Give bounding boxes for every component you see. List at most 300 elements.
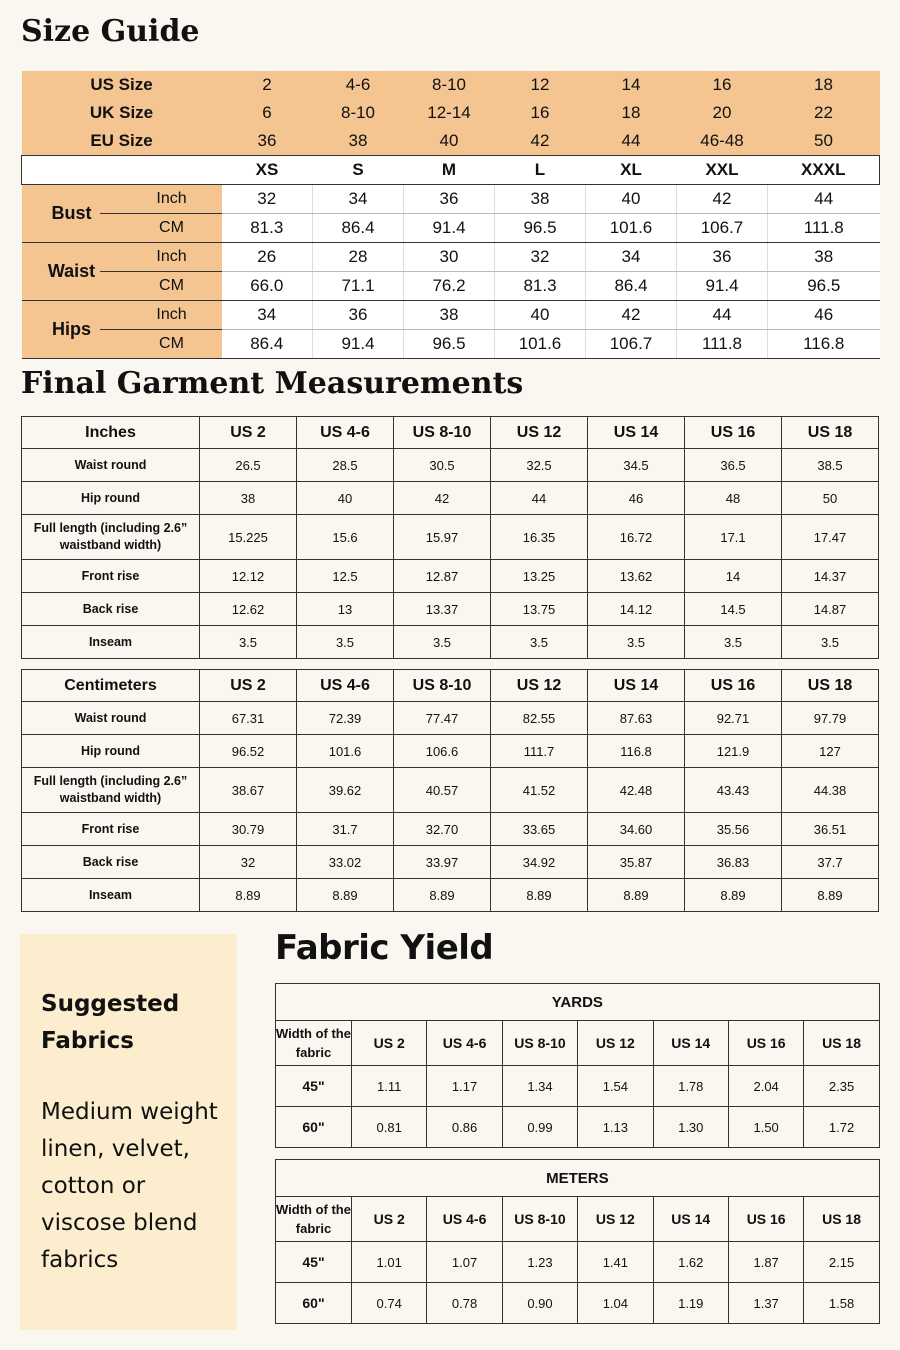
garment-cell: 12.12 <box>200 560 297 593</box>
measure-cell: 116.8 <box>768 330 880 359</box>
measure-cell: 91.4 <box>677 272 768 301</box>
garment-cell: 101.6 <box>297 735 394 768</box>
letter-size-row <box>22 156 880 185</box>
measure-group-label: Bust <box>51 203 92 223</box>
garment-header-row <box>22 670 879 702</box>
size-cell: 8-10 <box>404 71 495 99</box>
garment-centimeters-table <box>21 669 879 912</box>
yield-cell: 0.74 <box>352 1283 427 1324</box>
garment-cell: 37.7 <box>782 846 879 879</box>
yield-row-label: 60" <box>276 1107 352 1148</box>
garment-cell: 8.89 <box>782 879 879 912</box>
garment-cell: 15.6 <box>297 515 394 560</box>
letter-size-cell: XL <box>586 156 677 185</box>
yield-size-heading: US 16 <box>728 1021 803 1066</box>
yield-cell: 1.58 <box>804 1283 879 1324</box>
garment-cell: 14.87 <box>782 593 879 626</box>
garment-row-label: Hip round <box>22 482 200 515</box>
garment-size-heading: US 2 <box>200 417 297 449</box>
garment-cell: 42.48 <box>588 768 685 813</box>
garment-cell: 35.56 <box>685 813 782 846</box>
measure-cell: 30 <box>404 243 495 272</box>
garment-cell: 14.12 <box>588 593 685 626</box>
garment-cell: 41.52 <box>491 768 588 813</box>
garment-size-heading: US 18 <box>782 417 879 449</box>
yield-cell: 2.04 <box>728 1066 803 1107</box>
garment-unit-heading: Centimeters <box>22 670 200 702</box>
size-row-uk <box>22 99 880 127</box>
yield-size-heading: US 2 <box>352 1021 427 1066</box>
measure-row-inch <box>22 243 880 272</box>
yield-size-heading: US 12 <box>578 1197 653 1242</box>
size-cell: 14 <box>586 71 677 99</box>
garment-cell: 48 <box>685 482 782 515</box>
yield-cell: 0.78 <box>427 1283 502 1324</box>
garment-cell: 38.5 <box>782 449 879 482</box>
yield-cell: 1.07 <box>427 1242 502 1283</box>
garment-cell: 33.97 <box>394 846 491 879</box>
measure-cell: 28 <box>313 243 404 272</box>
yield-row <box>276 1066 880 1107</box>
yield-cell: 0.99 <box>502 1107 577 1148</box>
garment-cell: 97.79 <box>782 702 879 735</box>
garment-row <box>22 768 879 813</box>
garment-cell: 36.83 <box>685 846 782 879</box>
garment-cell: 34.60 <box>588 813 685 846</box>
garment-cell: 36.5 <box>685 449 782 482</box>
garment-cell: 111.7 <box>491 735 588 768</box>
measure-cell: 101.6 <box>586 214 677 243</box>
garment-row <box>22 515 879 560</box>
garment-cell: 14 <box>685 560 782 593</box>
garment-cell: 30.5 <box>394 449 491 482</box>
garment-size-heading: US 14 <box>588 417 685 449</box>
measure-cell: 71.1 <box>313 272 404 301</box>
size-cell: 40 <box>404 127 495 156</box>
yield-row-label: 60" <box>276 1283 352 1324</box>
measure-cell: 111.8 <box>768 214 880 243</box>
measure-group-name-box <box>22 243 122 300</box>
unit-label-cm: CM <box>159 277 184 294</box>
size-cell: 20 <box>677 99 768 127</box>
garment-cell: 3.5 <box>394 626 491 659</box>
garment-cell: 16.35 <box>491 515 588 560</box>
garment-cell: 50 <box>782 482 879 515</box>
measure-cell: 38 <box>495 185 586 214</box>
garment-row <box>22 879 879 912</box>
garment-cell: 32 <box>200 846 297 879</box>
measure-group <box>22 185 222 243</box>
yield-row-label: 45" <box>276 1242 352 1283</box>
measure-cell: 42 <box>677 185 768 214</box>
garment-cell: 3.5 <box>685 626 782 659</box>
garment-size-heading: US 12 <box>491 417 588 449</box>
yield-cell: 1.78 <box>653 1066 728 1107</box>
size-row-us <box>22 71 880 99</box>
size-cell: 16 <box>495 99 586 127</box>
garment-size-heading: US 8-10 <box>394 670 491 702</box>
size-cell: 44 <box>586 127 677 156</box>
yield-caption: YARDS <box>276 984 880 1021</box>
garment-cell: 17.1 <box>685 515 782 560</box>
measure-cell: 81.3 <box>495 272 586 301</box>
garment-cell: 17.47 <box>782 515 879 560</box>
measure-cell: 66.0 <box>222 272 313 301</box>
measure-group-wrap <box>22 243 222 300</box>
garment-row-label: Hip round <box>22 735 200 768</box>
garment-cell: 121.9 <box>685 735 782 768</box>
measure-cell: 44 <box>677 301 768 330</box>
measure-cell: 81.3 <box>222 214 313 243</box>
yield-cell: 1.17 <box>427 1066 502 1107</box>
yield-row <box>276 1107 880 1148</box>
yield-cell: 0.86 <box>427 1107 502 1148</box>
yield-cell: 1.87 <box>728 1242 803 1283</box>
garment-cell: 43.43 <box>685 768 782 813</box>
yield-size-heading: US 2 <box>352 1197 427 1242</box>
yield-size-heading: US 4-6 <box>427 1021 502 1066</box>
garment-row-label: Inseam <box>22 879 200 912</box>
measure-cell: 91.4 <box>404 214 495 243</box>
garment-row-label: Front rise <box>22 813 200 846</box>
yield-cell: 1.37 <box>728 1283 803 1324</box>
garment-cell: 3.5 <box>200 626 297 659</box>
garment-cell: 36.51 <box>782 813 879 846</box>
garment-cell: 28.5 <box>297 449 394 482</box>
garment-cell: 34.5 <box>588 449 685 482</box>
garment-cell: 39.62 <box>297 768 394 813</box>
size-cell: 46-48 <box>677 127 768 156</box>
letter-size-cell: XS <box>222 156 313 185</box>
yield-cell: 1.54 <box>578 1066 653 1107</box>
letter-size-cell: L <box>495 156 586 185</box>
garment-row <box>22 813 879 846</box>
garment-cell: 12.62 <box>200 593 297 626</box>
measure-group-wrap <box>22 185 222 242</box>
measure-group <box>22 243 222 301</box>
garment-cell: 40 <box>297 482 394 515</box>
yield-size-heading: US 12 <box>578 1021 653 1066</box>
size-cell: 42 <box>495 127 586 156</box>
measure-cell: 91.4 <box>313 330 404 359</box>
yield-cell: 2.35 <box>804 1066 879 1107</box>
measure-cell: 36 <box>313 301 404 330</box>
garment-size-heading: US 16 <box>685 670 782 702</box>
letter-size-blank <box>22 156 222 185</box>
unit-label-inch: Inch <box>122 185 222 214</box>
size-row-label: EU Size <box>22 127 222 156</box>
garment-cell: 3.5 <box>491 626 588 659</box>
measure-cell: 111.8 <box>677 330 768 359</box>
measure-cell: 36 <box>677 243 768 272</box>
garment-cell: 96.52 <box>200 735 297 768</box>
yield-cell: 2.15 <box>804 1242 879 1283</box>
garment-cell: 87.63 <box>588 702 685 735</box>
size-cell: 2 <box>222 71 313 99</box>
unit-label-inch: Inch <box>122 243 222 272</box>
yield-size-heading: US 8-10 <box>502 1021 577 1066</box>
garment-cell: 8.89 <box>491 879 588 912</box>
garment-cell: 44 <box>491 482 588 515</box>
yield-cell: 0.81 <box>352 1107 427 1148</box>
measure-cell: 86.4 <box>313 214 404 243</box>
yield-size-heading: US 4-6 <box>427 1197 502 1242</box>
size-cell: 6 <box>222 99 313 127</box>
unit-label-cm: CM <box>159 335 184 352</box>
yield-header-row <box>276 1021 880 1066</box>
yield-caption: METERS <box>276 1160 880 1197</box>
measure-cell: 86.4 <box>586 272 677 301</box>
suggested-fabrics-panel <box>20 934 237 1330</box>
unit-labels <box>122 301 222 358</box>
garment-cell: 127 <box>782 735 879 768</box>
garment-row-label: Back rise <box>22 846 200 879</box>
garment-cell: 92.71 <box>685 702 782 735</box>
measure-cell: 38 <box>404 301 495 330</box>
measure-cell: 26 <box>222 243 313 272</box>
garment-cell: 33.02 <box>297 846 394 879</box>
garment-cell: 16.72 <box>588 515 685 560</box>
measure-cell: 86.4 <box>222 330 313 359</box>
garment-cell: 3.5 <box>782 626 879 659</box>
size-cell: 18 <box>586 99 677 127</box>
measure-cell: 101.6 <box>495 330 586 359</box>
garment-row-label: Full length (including 2.6” waistband width) <box>22 768 200 813</box>
letter-size-cell: M <box>404 156 495 185</box>
measure-cell: 34 <box>222 301 313 330</box>
measure-cell: 96.5 <box>768 272 880 301</box>
garment-cell: 15.97 <box>394 515 491 560</box>
yield-size-heading: US 14 <box>653 1021 728 1066</box>
garment-cell: 12.87 <box>394 560 491 593</box>
garment-cell: 8.89 <box>685 879 782 912</box>
measure-row-inch <box>22 301 880 330</box>
yield-header-row <box>276 1197 880 1242</box>
yield-size-heading: US 18 <box>804 1197 879 1242</box>
measure-cell: 106.7 <box>677 214 768 243</box>
yield-width-heading: Width of the fabric <box>276 1021 352 1066</box>
yield-size-heading: US 8-10 <box>502 1197 577 1242</box>
yield-caption-row <box>276 984 880 1021</box>
yield-caption-row <box>276 1160 880 1197</box>
yield-meters-table <box>275 1159 880 1324</box>
garment-size-heading: US 4-6 <box>297 670 394 702</box>
measure-group-rule <box>100 213 122 214</box>
garment-cell: 44.38 <box>782 768 879 813</box>
unit-label-inch: Inch <box>122 301 222 330</box>
garment-cell: 8.89 <box>588 879 685 912</box>
garment-row <box>22 449 879 482</box>
unit-label-cm: CM <box>159 219 184 236</box>
size-cell: 50 <box>768 127 880 156</box>
size-cell: 8-10 <box>313 99 404 127</box>
yield-cell: 1.11 <box>352 1066 427 1107</box>
size-cell: 4-6 <box>313 71 404 99</box>
garment-cell: 13.75 <box>491 593 588 626</box>
garment-cell: 40.57 <box>394 768 491 813</box>
garment-row <box>22 735 879 768</box>
size-cell: 16 <box>677 71 768 99</box>
garment-cell: 15.225 <box>200 515 297 560</box>
yield-cell: 1.30 <box>653 1107 728 1148</box>
suggested-fabrics-text: Medium weight linen, velvet, cotton or viscose blend fabrics <box>41 1099 218 1273</box>
garment-inches-table <box>21 416 879 659</box>
garment-row <box>22 626 879 659</box>
size-guide-table <box>21 71 880 359</box>
measure-cell: 106.7 <box>586 330 677 359</box>
garment-row-label: Front rise <box>22 560 200 593</box>
measure-cell: 96.5 <box>495 214 586 243</box>
garment-cell: 13.25 <box>491 560 588 593</box>
size-guide-title: Size Guide <box>21 14 200 49</box>
garment-cell: 3.5 <box>297 626 394 659</box>
size-cell: 18 <box>768 71 880 99</box>
garment-cell: 67.31 <box>200 702 297 735</box>
garment-cell: 30.79 <box>200 813 297 846</box>
garment-cell: 35.87 <box>588 846 685 879</box>
garment-cell: 33.65 <box>491 813 588 846</box>
yield-cell: 1.01 <box>352 1242 427 1283</box>
size-row-label: UK Size <box>22 99 222 127</box>
measure-row-inch <box>22 185 880 214</box>
garment-cell: 77.47 <box>394 702 491 735</box>
garment-row-label: Waist round <box>22 449 200 482</box>
measure-group <box>22 301 222 359</box>
size-cell: 12-14 <box>404 99 495 127</box>
garment-size-heading: US 16 <box>685 417 782 449</box>
garment-header-row <box>22 417 879 449</box>
garment-cell: 14.37 <box>782 560 879 593</box>
garment-cell: 26.5 <box>200 449 297 482</box>
garment-cell: 3.5 <box>588 626 685 659</box>
yield-size-heading: US 14 <box>653 1197 728 1242</box>
measure-group-wrap <box>22 301 222 358</box>
measure-cell: 32 <box>222 185 313 214</box>
garment-unit-heading: Inches <box>22 417 200 449</box>
unit-labels <box>122 185 222 242</box>
garment-row <box>22 702 879 735</box>
measure-cell: 36 <box>404 185 495 214</box>
garment-size-heading: US 18 <box>782 670 879 702</box>
measure-cell: 42 <box>586 301 677 330</box>
garment-row-label: Full length (including 2.6” waistband width) <box>22 515 200 560</box>
garment-cell: 8.89 <box>200 879 297 912</box>
yield-width-heading: Width of the fabric <box>276 1197 352 1242</box>
garment-row <box>22 846 879 879</box>
garment-cell: 106.6 <box>394 735 491 768</box>
garment-row <box>22 482 879 515</box>
yield-cell: 1.41 <box>578 1242 653 1283</box>
yield-size-heading: US 18 <box>804 1021 879 1066</box>
garment-cell: 46 <box>588 482 685 515</box>
garment-cell: 34.92 <box>491 846 588 879</box>
size-cell: 36 <box>222 127 313 156</box>
garment-cell: 42 <box>394 482 491 515</box>
garment-cell: 38.67 <box>200 768 297 813</box>
size-row-eu <box>22 127 880 156</box>
measure-cell: 44 <box>768 185 880 214</box>
garment-cell: 32.5 <box>491 449 588 482</box>
measure-cell: 46 <box>768 301 880 330</box>
yield-cell: 1.23 <box>502 1242 577 1283</box>
yield-cell: 1.13 <box>578 1107 653 1148</box>
garment-cell: 12.5 <box>297 560 394 593</box>
garment-cell: 13.62 <box>588 560 685 593</box>
measure-group-label: Hips <box>51 319 91 339</box>
garment-size-heading: US 8-10 <box>394 417 491 449</box>
measure-group-name-box <box>22 301 122 358</box>
measure-cell: 40 <box>586 185 677 214</box>
unit-labels <box>122 243 222 300</box>
garment-size-heading: US 12 <box>491 670 588 702</box>
garment-title: Final Garment Measurements <box>21 366 524 401</box>
garment-row <box>22 560 879 593</box>
measure-cell: 40 <box>495 301 586 330</box>
measure-cell: 38 <box>768 243 880 272</box>
measure-group-label: Waist <box>47 261 96 281</box>
measure-group-rule <box>100 329 122 330</box>
garment-cell: 13.37 <box>394 593 491 626</box>
size-row-label: US Size <box>22 71 222 99</box>
suggested-fabrics-title: Suggested Fabrics <box>41 991 180 1054</box>
yield-yards-table <box>275 983 880 1148</box>
yield-cell: 1.72 <box>804 1107 879 1148</box>
yield-cell: 0.90 <box>502 1283 577 1324</box>
garment-cell: 38 <box>200 482 297 515</box>
measure-cell: 32 <box>495 243 586 272</box>
garment-cell: 31.7 <box>297 813 394 846</box>
garment-row-label: Inseam <box>22 626 200 659</box>
measure-cell: 76.2 <box>404 272 495 301</box>
garment-cell: 13 <box>297 593 394 626</box>
yield-row <box>276 1283 880 1324</box>
measure-cell: 34 <box>586 243 677 272</box>
garment-size-heading: US 4-6 <box>297 417 394 449</box>
measure-group-rule <box>100 271 122 272</box>
measure-group-name-box <box>22 185 122 242</box>
garment-cell: 14.5 <box>685 593 782 626</box>
letter-size-cell: XXL <box>677 156 768 185</box>
yield-cell: 1.04 <box>578 1283 653 1324</box>
size-cell: 38 <box>313 127 404 156</box>
size-cell: 12 <box>495 71 586 99</box>
yield-row-label: 45" <box>276 1066 352 1107</box>
measure-cell: 34 <box>313 185 404 214</box>
yield-row <box>276 1242 880 1283</box>
yield-cell: 1.19 <box>653 1283 728 1324</box>
garment-row-label: Waist round <box>22 702 200 735</box>
garment-cell: 8.89 <box>297 879 394 912</box>
yield-size-heading: US 16 <box>728 1197 803 1242</box>
garment-cell: 32.70 <box>394 813 491 846</box>
garment-cell: 116.8 <box>588 735 685 768</box>
measure-cell: 96.5 <box>404 330 495 359</box>
size-cell: 22 <box>768 99 880 127</box>
yield-cell: 1.50 <box>728 1107 803 1148</box>
yield-cell: 1.62 <box>653 1242 728 1283</box>
garment-size-heading: US 2 <box>200 670 297 702</box>
yield-cell: 1.34 <box>502 1066 577 1107</box>
garment-size-heading: US 14 <box>588 670 685 702</box>
garment-cell: 8.89 <box>394 879 491 912</box>
letter-size-cell: S <box>313 156 404 185</box>
garment-cell: 82.55 <box>491 702 588 735</box>
garment-cell: 72.39 <box>297 702 394 735</box>
fabric-yield-title: Fabric Yield <box>275 928 494 968</box>
garment-row-label: Back rise <box>22 593 200 626</box>
letter-size-cell: XXXL <box>768 156 880 185</box>
garment-row <box>22 593 879 626</box>
